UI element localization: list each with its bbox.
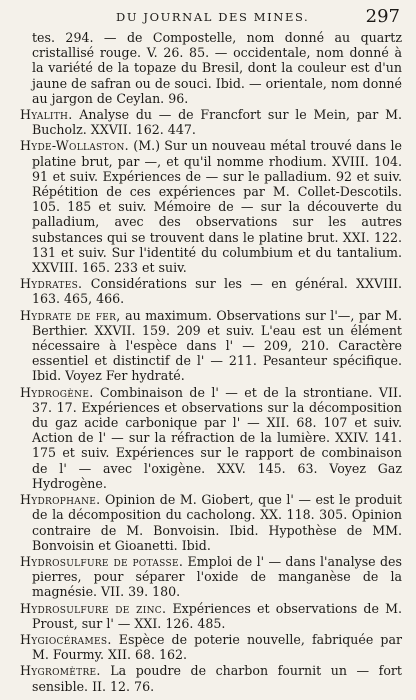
entry-text: Considérations sur les — en général. XXVIII. 163. 465, 466. bbox=[32, 276, 402, 307]
entry-headword: Hydrophane. bbox=[20, 492, 101, 508]
entry-headword: Hydrosulfure de zinc. bbox=[20, 600, 167, 616]
index-entry bbox=[20, 663, 402, 693]
entry-text: (M.) Sur un nouveau métal trouvé dans le platine brut, par —, et qu'il nomme rhodium. XVIII. 104. 91 et suiv. Expériences de — sur le palladium. 92 et suiv. Répétition de ces expériences par M. Collet-Descotils. 105. 185 et suiv. Mémoire de — sur la découverte du palladium, avec des observations sur les autres substances qui se trouvent dans le platine brut. XXI. 122. 131 et suiv. Sur l'identité du columbium et du tantalium. XXVIII. 165. 233 et suiv. bbox=[32, 138, 402, 276]
index-entry bbox=[20, 107, 402, 137]
index-entry bbox=[20, 308, 402, 384]
entry-text: Analyse du — de Francfort sur le Mein, par M. Bucholz. XXVII. 162. 447. bbox=[32, 107, 402, 138]
index-entry bbox=[20, 632, 402, 662]
entry-headword: Hydrogène. bbox=[20, 384, 94, 400]
index-entry bbox=[20, 554, 402, 600]
entry-headword: Hygromètre. bbox=[20, 663, 101, 679]
running-title: DU JOURNAL DES MINES. bbox=[116, 10, 310, 24]
index-entry bbox=[20, 601, 402, 631]
entry-headword: Hyalith. bbox=[20, 107, 73, 123]
entry-text: La poudre de charbon fournit un — fort sensible. II. 12. 76. bbox=[32, 663, 402, 694]
index-entry bbox=[20, 138, 402, 275]
entry-headword: Hygiocérames. bbox=[20, 631, 112, 647]
entry-headword: Hydrates. bbox=[20, 276, 83, 292]
entry-headword: Hydrosulfure de potasse. bbox=[20, 553, 184, 569]
page-number: 297 bbox=[365, 6, 400, 27]
index-entries bbox=[20, 30, 402, 694]
index-entry bbox=[20, 30, 402, 106]
entry-text: Opinion de M. Giobert, que l' — est le produit de la décomposition du cacholong. XX. 118. 305. Opinion contraire de M. Bonvoisin. Ibid. Hypothèse de MM. Bonvoisin et Gioanetti. Ibid. bbox=[32, 492, 402, 553]
entry-text: au maximum. Observations sur l'—, par M. Berthier. XXVII. 159. 209 et suiv. L'eau est un élément nécessaire à l'espèce dans l' — 209, 210. Caractère essentiel et distinctif de l' — 211. Pesanteur spécifique. Ibid. Voyez Fer hydraté. bbox=[32, 307, 402, 384]
entry-headword: Hyde-Wollaston. bbox=[20, 138, 129, 154]
entry-text: Emploi de l' — dans l'analyse des pierres, pour séparer l'oxide de manganèse de la magnésie. VII. 39. 180. bbox=[32, 553, 402, 600]
index-entry bbox=[20, 492, 402, 553]
entry-text: Combinaison de l' — et de la strontiane. VII. 37. 17. Expériences et observations sur la décomposition du gaz acide carbonique par l' — XII. 68. 107 et suiv. Action de l' — sur la réfraction de la lumière. XXIV. 141. 175 et suiv. Expériences sur le rapport de combinaison de l' — avec l'oxigène. XXV. 145. 63. Voyez Gaz Hydrogène. bbox=[32, 384, 402, 491]
index-entry bbox=[20, 385, 402, 491]
running-header bbox=[20, 6, 402, 30]
entry-text: Espèce de poterie nouvelle, fabriquée par M. Fourmy. XII. 68. 162. bbox=[32, 631, 402, 663]
entry-headword: Hydrate de fer, bbox=[20, 307, 121, 323]
index-entry bbox=[20, 276, 402, 306]
entry-text: tes. 294. — de Compostelle, nom donné au quartz cristallisé rouge. V. 26. 85. — occidentale, nom donné à la variété de la topaze du Bresil, dont la couleur est d'un jaune de safran ou de souci. Ibid. — orientale, nom donné au jargon de Ceylan. 96. bbox=[32, 30, 402, 106]
entry-text: Expériences et observations de M. Proust, sur l' — XXI. 126. 485. bbox=[32, 600, 402, 631]
